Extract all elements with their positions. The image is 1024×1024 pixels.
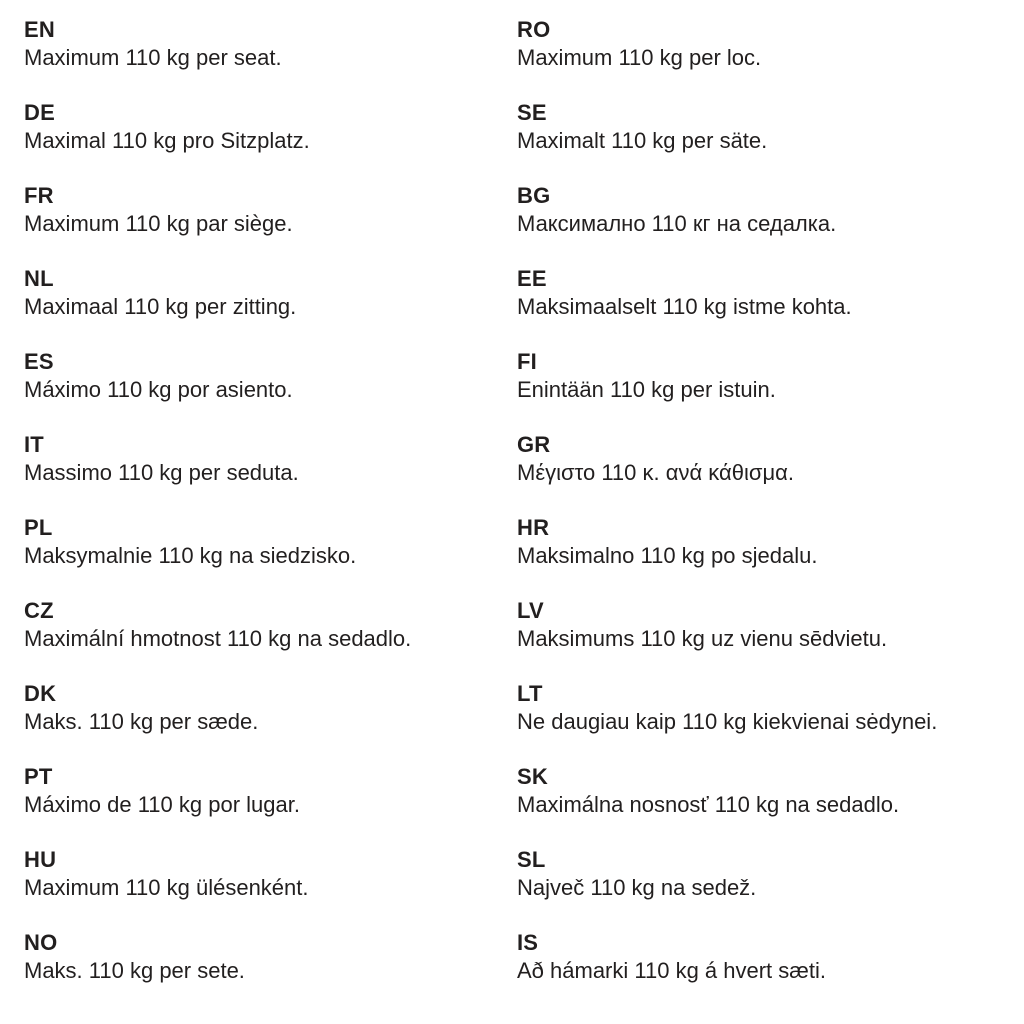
translation-text: Maximum 110 kg par siège. <box>24 211 293 236</box>
translation-text: Ne daugiau kaip 110 kg kiekvienai sėdynei. <box>517 709 938 734</box>
translation-entry-is <box>517 929 1024 985</box>
language-code: LV <box>517 598 544 623</box>
language-code: CZ <box>24 598 54 623</box>
translation-text: Maks. 110 kg per sæde. <box>24 709 259 734</box>
translation-text: Maksimaalselt 110 kg istme kohta. <box>517 294 852 319</box>
language-code: IS <box>517 930 539 955</box>
translation-entry-lv <box>517 597 1024 653</box>
language-code: HR <box>517 515 550 540</box>
translation-text: Maximum 110 kg ülésenként. <box>24 875 309 900</box>
translation-entry-it <box>24 431 517 487</box>
translation-entry-fi <box>517 348 1024 404</box>
translation-entry-hu <box>24 846 517 902</box>
language-code: FR <box>24 183 54 208</box>
language-code: PT <box>24 764 53 789</box>
language-code: EN <box>24 17 55 42</box>
translation-entry-en <box>24 16 517 72</box>
language-code: SE <box>517 100 547 125</box>
translation-entry-no <box>24 929 517 985</box>
translation-entry-lt <box>517 680 1024 736</box>
language-code: SK <box>517 764 548 789</box>
translation-text: Maximal 110 kg pro Sitzplatz. <box>24 128 310 153</box>
translation-text: Máximo de 110 kg por lugar. <box>24 792 300 817</box>
translation-text: Maks. 110 kg per sete. <box>24 958 245 983</box>
translation-text: Máximo 110 kg por asiento. <box>24 377 293 402</box>
language-code: IT <box>24 432 44 457</box>
translation-text: Maximum 110 kg per loc. <box>517 45 762 70</box>
translation-entry-fr <box>24 182 517 238</box>
language-code: RO <box>517 17 551 42</box>
translation-text: Največ 110 kg na sedež. <box>517 875 757 900</box>
column-left <box>24 16 517 1024</box>
language-code: EE <box>517 266 547 291</box>
translation-entry-de <box>24 99 517 155</box>
translation-text: Maximálna nosnosť 110 kg na sedadlo. <box>517 792 900 817</box>
language-code: GR <box>517 432 551 457</box>
language-code: PL <box>24 515 53 540</box>
translation-text: Að hámarki 110 kg á hvert sæti. <box>517 958 826 983</box>
translation-text: Максимално 110 кг на седалка. <box>517 211 837 236</box>
translation-entry-cz <box>24 597 517 653</box>
translation-entry-pt <box>24 763 517 819</box>
translation-entry-pl <box>24 514 517 570</box>
translation-entry-ro <box>517 16 1024 72</box>
translation-text: Massimo 110 kg per seduta. <box>24 460 299 485</box>
language-code: DK <box>24 681 57 706</box>
translation-text: Maksimalno 110 kg po sjedalu. <box>517 543 818 568</box>
translation-entry-nl <box>24 265 517 321</box>
language-code: HU <box>24 847 57 872</box>
language-code: NO <box>24 930 58 955</box>
language-code: ES <box>24 349 54 374</box>
translation-entry-bg <box>517 182 1024 238</box>
translation-text: Maksymalnie 110 kg na siedzisko. <box>24 543 357 568</box>
translation-entry-gr <box>517 431 1024 487</box>
language-code: NL <box>24 266 54 291</box>
language-code: DE <box>24 100 55 125</box>
translation-entry-ee <box>517 265 1024 321</box>
language-code: SL <box>517 847 546 872</box>
language-code: LT <box>517 681 543 706</box>
translation-text: Maksimums 110 kg uz vienu sēdvietu. <box>517 626 888 651</box>
translation-text: Maximum 110 kg per seat. <box>24 45 282 70</box>
column-right <box>517 16 1024 1024</box>
translation-text: Maximaal 110 kg per zitting. <box>24 294 297 319</box>
translation-entry-es <box>24 348 517 404</box>
translation-text: Maximální hmotnost 110 kg na sedadlo. <box>24 626 412 651</box>
language-code: BG <box>517 183 551 208</box>
translation-entry-dk <box>24 680 517 736</box>
translation-entry-sk <box>517 763 1024 819</box>
language-code: FI <box>517 349 537 374</box>
translation-text: Enintään 110 kg per istuin. <box>517 377 776 402</box>
translation-entry-se <box>517 99 1024 155</box>
translation-text: Μέγιστο 110 κ. ανά κάθισμα. <box>517 460 794 485</box>
translation-entry-hr <box>517 514 1024 570</box>
translation-entry-sl <box>517 846 1024 902</box>
translation-text: Maximalt 110 kg per säte. <box>517 128 768 153</box>
